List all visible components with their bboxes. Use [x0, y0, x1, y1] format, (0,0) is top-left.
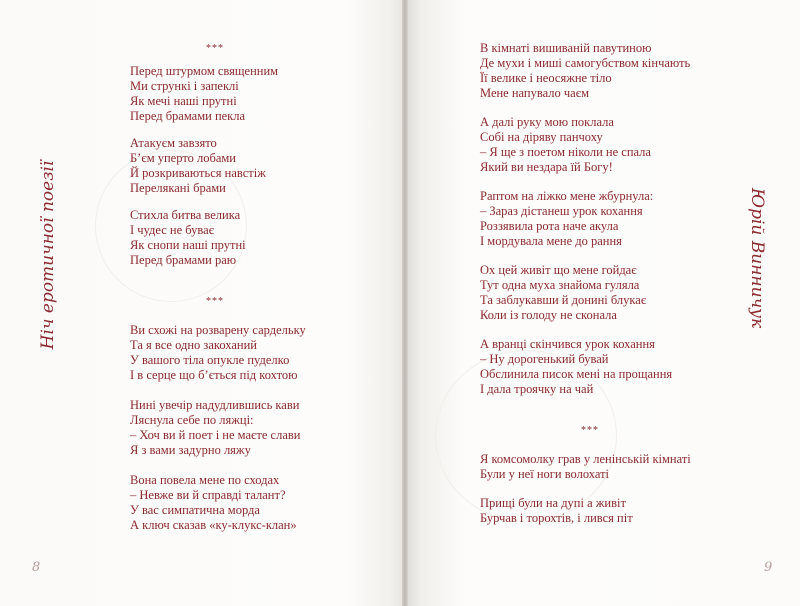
verse-line: Я комсомолку грав у ленінській кімнаті: [480, 452, 691, 466]
verse-line: А вранці скінчився урок кохання: [480, 337, 655, 351]
verse-line: Який ви нездара їй Богу!: [480, 160, 613, 174]
verse-line: Ви схожі на розварену сардельку: [130, 323, 306, 337]
stanza: [130, 208, 330, 268]
stanza: [480, 496, 730, 526]
verse-line: Як снопи наші прутні: [130, 238, 246, 252]
verse-line: І чудес не буває: [130, 223, 215, 237]
verse-line: – Невже ви й справді талант?: [130, 488, 286, 502]
stanza: [130, 323, 330, 383]
verse-line: Ляснула себе по ляжці:: [130, 413, 254, 427]
verse-line: Де мухи і миші самогубством кінчають: [480, 56, 691, 70]
book-gutter: [402, 0, 408, 606]
verse-line: Перед штурмом священним: [130, 64, 279, 78]
verse-line: Я з вами задурно ляжу: [130, 443, 251, 457]
verse-line: Ох цей живіт що мене гойдає: [480, 263, 637, 277]
stanza: [480, 452, 730, 482]
verse-line: У вас симпатична морда: [130, 503, 260, 517]
verse-line: Були у неї ноги волохаті: [480, 467, 610, 481]
verse-line: Ми стрункі і запеклі: [130, 79, 239, 93]
verse-line: І в серце що б’ється під кохтою: [130, 368, 298, 382]
verse-line: А далі руку мою поклала: [480, 115, 614, 129]
verse-line: Тут одна муха знайома гуляла: [480, 278, 640, 292]
verse-line: Коли із голоду не сконала: [480, 308, 617, 322]
running-head-right: Юрій Винничук: [747, 187, 767, 329]
left-column: [130, 41, 330, 533]
verse-line: – Я ще з поетом ніколи не спала: [480, 145, 651, 159]
verse-line: І дала троячку на чай: [480, 382, 594, 396]
stanza: [480, 41, 730, 101]
poem-3: [480, 41, 730, 397]
verse-line: – Хоч ви й поет і не маєте слави: [130, 428, 301, 442]
verse-line: Атакуєм завзято: [130, 136, 217, 150]
verse-line: Мене напувало чаєм: [480, 86, 589, 100]
verse-line: – Ну дорогенький бувай: [480, 352, 609, 366]
verse-line: Перелякані брами: [130, 181, 226, 195]
section-separator: ***: [206, 296, 224, 307]
verse-line: Раптом на ліжко мене жбурнула:: [480, 189, 654, 203]
verse-line: Та заблукавши й донині блукає: [480, 293, 647, 307]
stanza: [130, 398, 330, 458]
verse-line: Й розкриваються навстіж: [130, 166, 266, 180]
stanza: [130, 64, 330, 124]
section-separator: ***: [206, 43, 224, 54]
stanza: [130, 136, 330, 196]
verse-line: Її велике і неосяжне тіло: [480, 71, 612, 85]
poem-4: [480, 452, 730, 526]
verse-line: Собі на діряву панчоху: [480, 130, 603, 144]
page-number-right: 9: [764, 560, 773, 575]
verse-line: Та я все одно закоханий: [130, 338, 257, 352]
stanza: [480, 189, 730, 249]
stanza: [480, 337, 730, 397]
verse-line: Стихла битва велика: [130, 208, 241, 222]
verse-line: Перед брамами пекла: [130, 109, 246, 123]
verse-line: Роззявила рота наче акула: [480, 219, 619, 233]
verse-line: Як мечі наші прутні: [130, 94, 237, 108]
verse-line: Прищі були на дупі а живіт: [480, 496, 626, 510]
stanza: [130, 473, 330, 533]
verse-line: Б’єм уперто лобами: [130, 151, 236, 165]
stanza: [480, 263, 730, 323]
verse-line: Обслинила писок мені на прощання: [480, 367, 673, 381]
verse-line: Бурчав і торохтів, і лився піт: [480, 511, 633, 525]
poem-2: [130, 323, 330, 533]
verse-line: Перед брамами раю: [130, 253, 237, 267]
verse-line: А ключ сказав «ку-клукс-клан»: [130, 518, 297, 532]
section-separator: ***: [581, 425, 599, 436]
verse-line: Вона повела мене по сходах: [130, 473, 280, 487]
verse-line: І мордувала мене до рання: [480, 234, 622, 248]
verse-line: – Зараз дістанеш урок кохання: [480, 204, 643, 218]
poem-1: [130, 64, 330, 268]
running-head-left: Ніч еротичної поезії: [38, 160, 58, 350]
verse-line: У вашого тіла опукле пуделко: [130, 353, 290, 367]
stanza: [480, 115, 730, 175]
page-number-left: 8: [32, 560, 41, 575]
right-column: [480, 41, 730, 526]
verse-line: В кімнаті вишиваній павутиною: [480, 41, 652, 55]
verse-line: Нині увечір надудлившись кави: [130, 398, 300, 412]
